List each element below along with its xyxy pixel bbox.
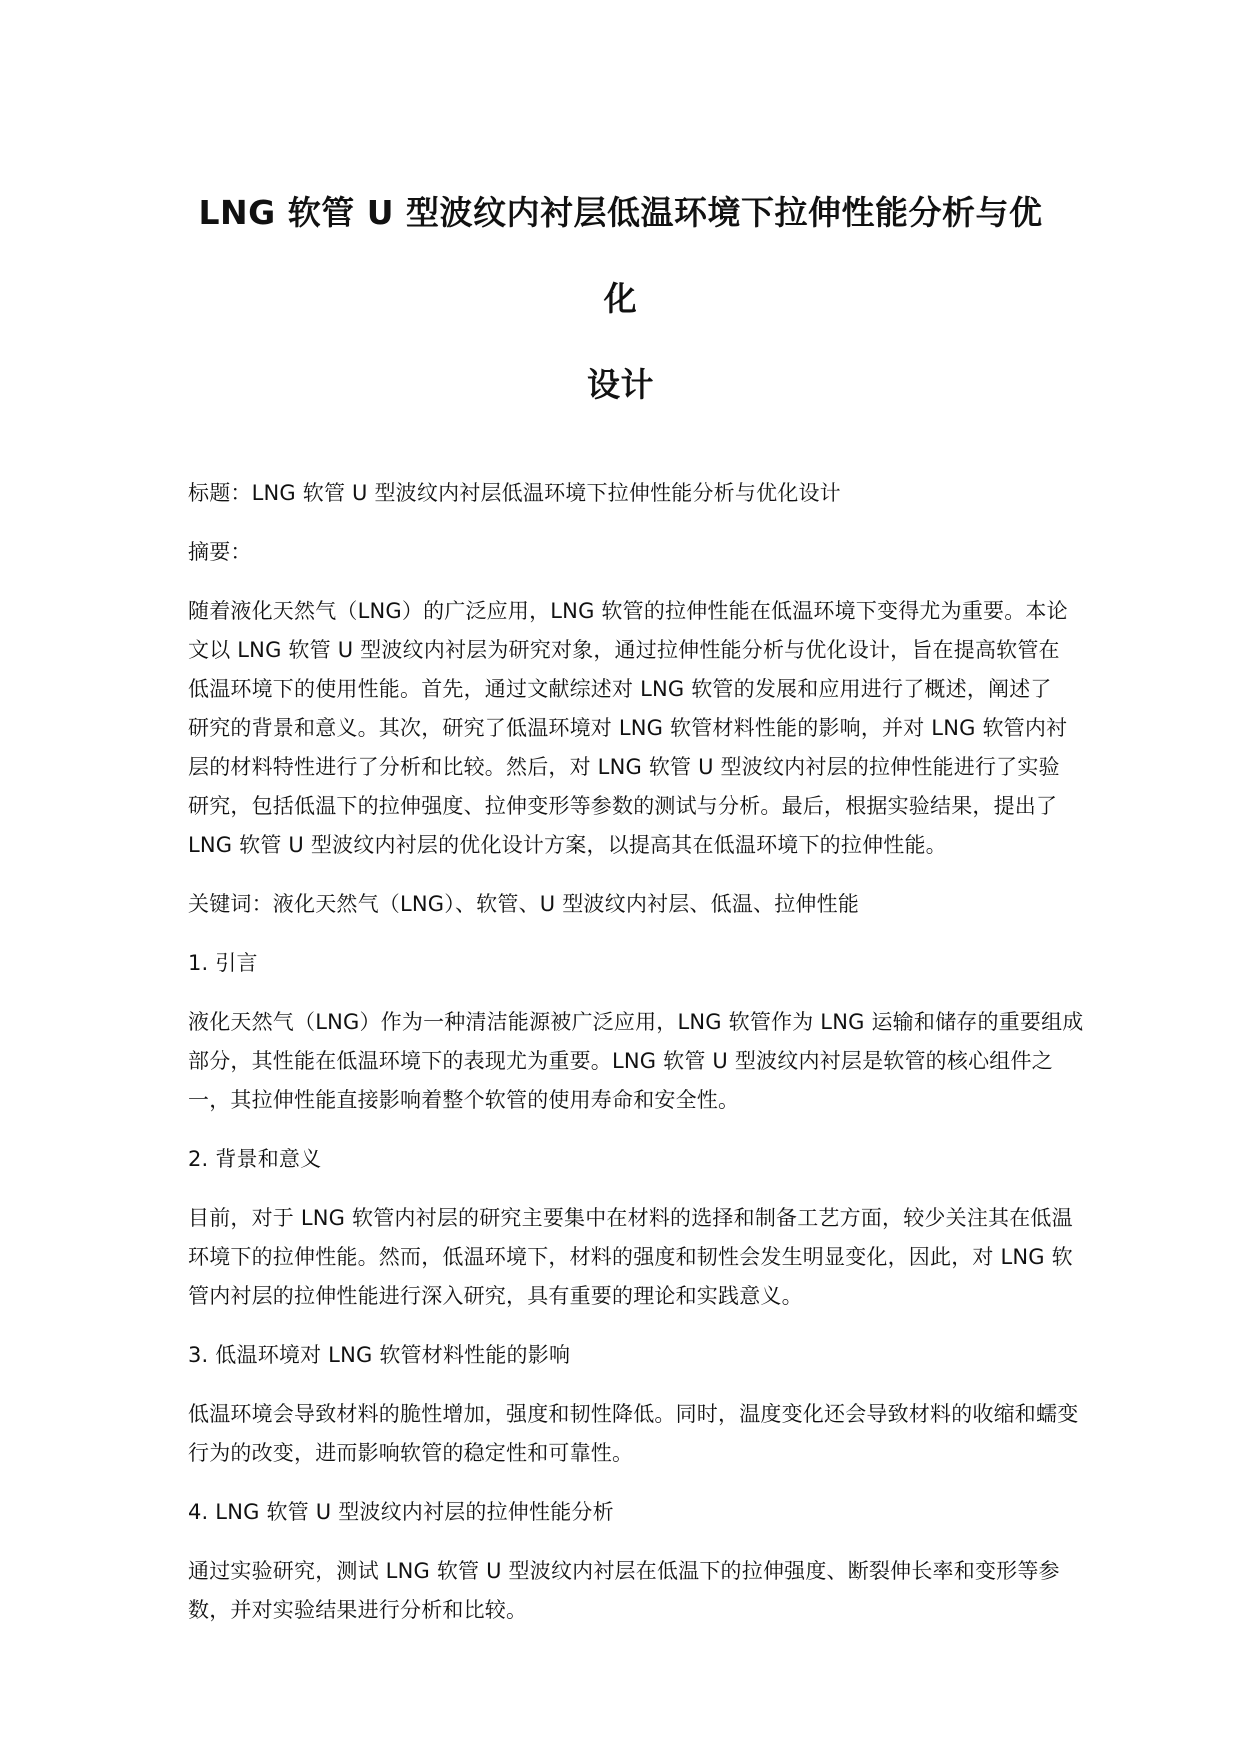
title-label: 标题：LNG 软管 U 型波纹内衬层低温环境下拉伸性能分析与优化设计 (188, 481, 841, 505)
section-body: 液化天然气（LNG）作为一种清洁能源被广泛应用，LNG 软管作为 LNG 运输和储存的重要组成部分，其性能在低温环境下的表现尤为重要。LNG 软管 U 型波纹内衬层是软管的核心组件之一，其拉伸性能直接影响着整个软管的使用寿命和安全性。 (188, 1010, 1084, 1112)
keywords: 关键词：液化天然气（LNG）、软管、U 型波纹内衬层、低温、拉伸性能 (188, 892, 860, 916)
abstract-label: 摘要： (188, 540, 252, 564)
title-line-2: 设计 (587, 365, 654, 404)
section-body: 通过实验研究，测试 LNG 软管 U 型波纹内衬层在低温下的拉伸强度、断裂伸长率和变形等参数，并对实验结果进行分析和比较。 (188, 1559, 1060, 1622)
title-line-1: LNG 软管 U 型波纹内衬层低温环境下拉伸性能分析与优化 (198, 193, 1043, 318)
section-body: 目前，对于 LNG 软管内衬层的研究主要集中在材料的选择和制备工艺方面，较少关注其在低温环境下的拉伸性能。然而，低温环境下，材料的强度和韧性会发生明显变化，因此，对 LNG 软管内衬层的拉伸性能进行深入研究，具有重要的理论和实践意义。 (188, 1206, 1073, 1308)
document-body (188, 474, 1088, 1630)
abstract-text: 随着液化天然气（LNG）的广泛应用，LNG 软管的拉伸性能在低温环境下变得尤为重要。本论文以 LNG 软管 U 型波纹内衬层为研究对象，通过拉伸性能分析与优化设计，旨在提高软管在低温环境下的使用性能。首先，通过文献综述对 LNG 软管的发展和应用进行了概述，阐述了研究的背景和意义。其次，研究了低温环境对 LNG 软管材料性能的影响，并对 LNG 软管内衬层的材料特性进行了分析和比较。然后，对 LNG 软管 U 型波纹内衬层的拉伸性能进行了实验研究，包括低温下的拉伸强度、拉伸变形等参数的测试与分析。最后，根据实验结果，提出了 LNG 软管 U 型波纹内衬层的优化设计方案，以提高其在低温环境下的拉伸性能。 (188, 599, 1068, 857)
section-body: 低温环境会导致材料的脆性增加，强度和韧性降低。同时，温度变化还会导致材料的收缩和蠕变行为的改变，进而影响软管的稳定性和可靠性。 (188, 1402, 1079, 1465)
section-heading: 4. LNG 软管 U 型波纹内衬层的拉伸性能分析 (188, 1500, 614, 1524)
section-heading: 2. 背景和意义 (188, 1147, 322, 1171)
section-heading: 1. 引言 (188, 951, 258, 975)
section-heading: 3. 低温环境对 LNG 软管材料性能的影响 (188, 1343, 571, 1367)
document-title (188, 0, 1053, 428)
